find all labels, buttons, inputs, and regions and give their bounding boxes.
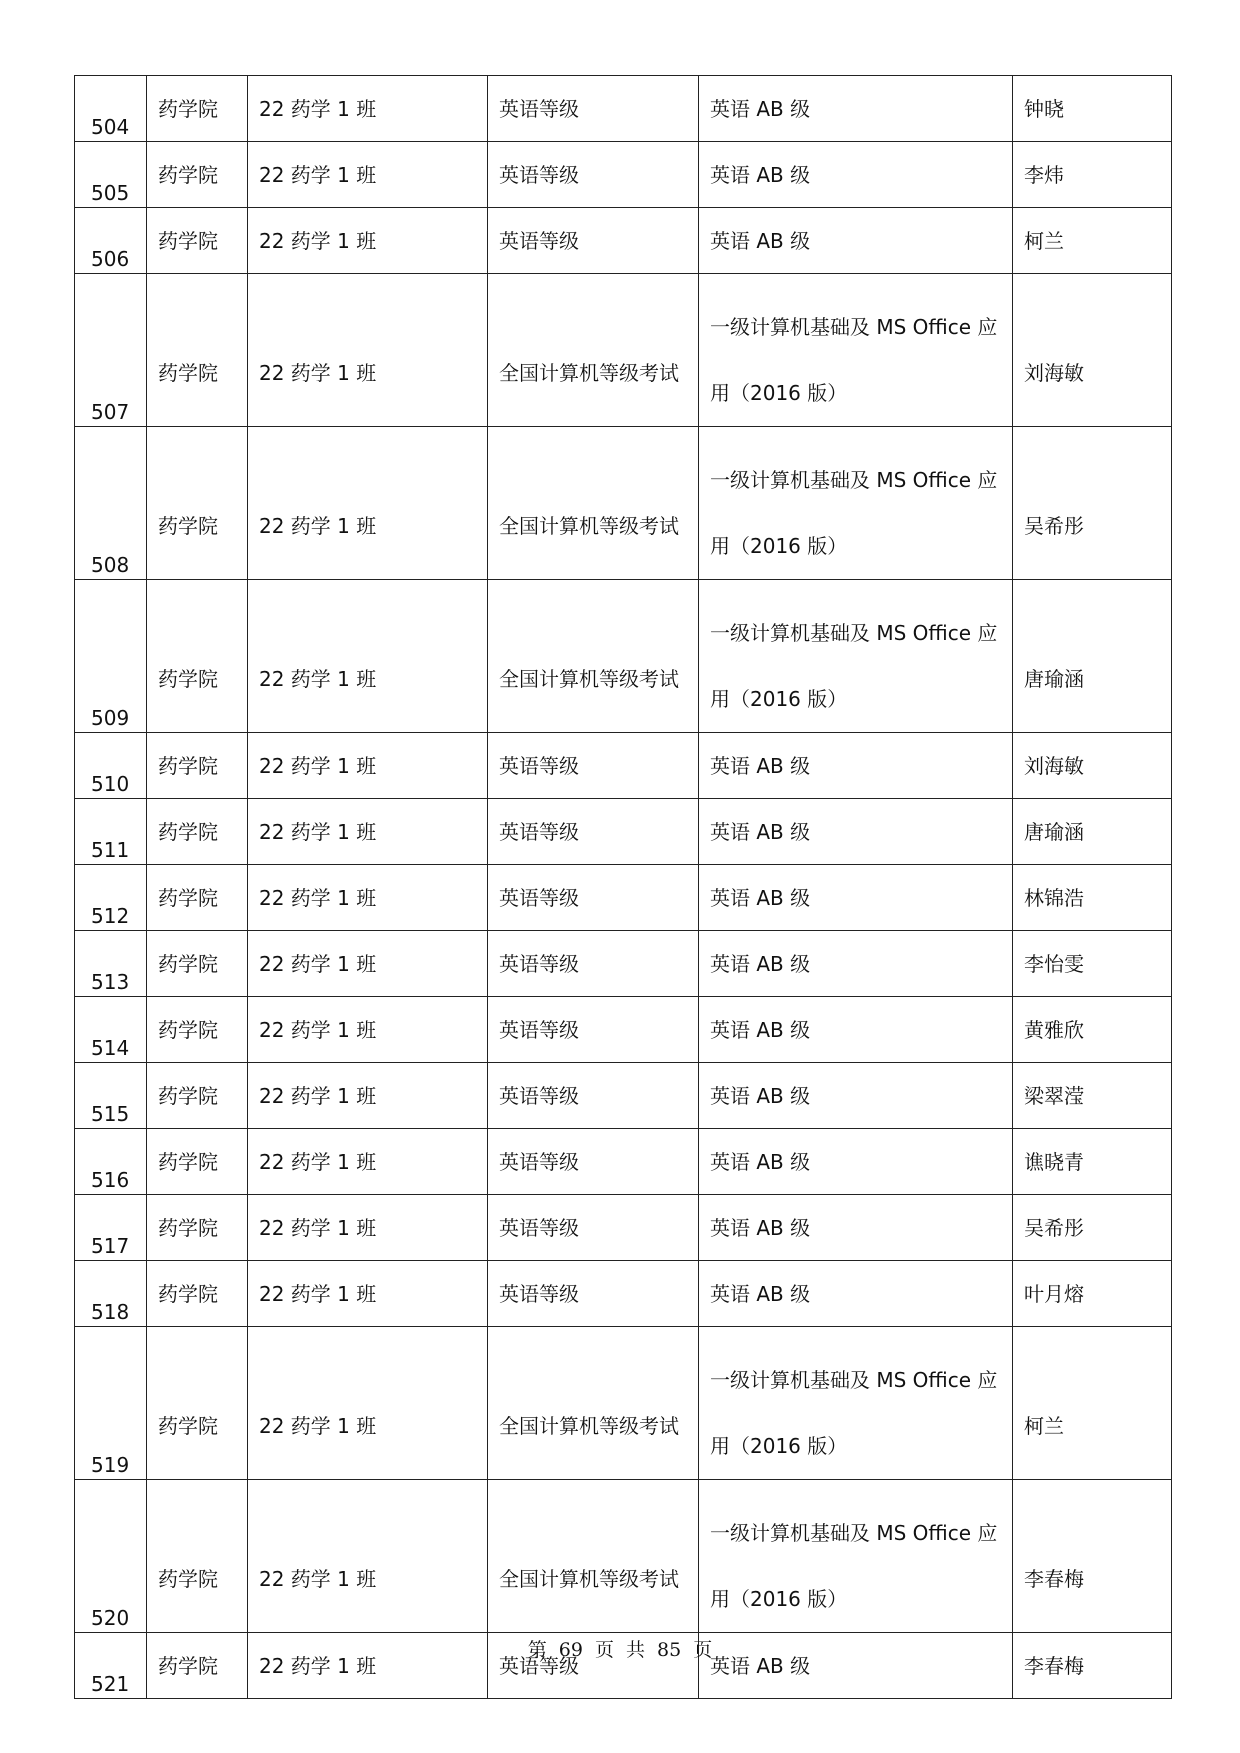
class-cell: 22 药学 1 班 <box>248 427 488 580</box>
exam-level-cell: 英语 AB 级 <box>699 76 1013 142</box>
row-number-cell: 507 <box>75 274 147 427</box>
exam-level-cell: 英语 AB 级 <box>699 1063 1013 1129</box>
exam-type-cell: 英语等级 <box>488 1063 699 1129</box>
exam-type-cell: 英语等级 <box>488 997 699 1063</box>
table-row <box>75 1261 1172 1327</box>
exam-type-cell: 英语等级 <box>488 1129 699 1195</box>
student-name-cell: 柯兰 <box>1013 208 1172 274</box>
class-cell: 22 药学 1 班 <box>248 1633 488 1699</box>
row-number-cell: 508 <box>75 427 147 580</box>
class-cell: 22 药学 1 班 <box>248 142 488 208</box>
student-name-cell: 刘海敏 <box>1013 274 1172 427</box>
exam-type-cell: 全国计算机等级考试 <box>488 274 699 427</box>
class-cell: 22 药学 1 班 <box>248 865 488 931</box>
table-row <box>75 580 1172 733</box>
table-row <box>75 733 1172 799</box>
class-cell: 22 药学 1 班 <box>248 1261 488 1327</box>
college-cell: 药学院 <box>147 1480 248 1633</box>
class-cell: 22 药学 1 班 <box>248 208 488 274</box>
exam-type-cell: 英语等级 <box>488 142 699 208</box>
exam-level-cell: 英语 AB 级 <box>699 997 1013 1063</box>
row-number-cell: 521 <box>75 1633 147 1699</box>
table-row <box>75 274 1172 427</box>
exam-type-cell: 英语等级 <box>488 1633 699 1699</box>
student-name-cell: 唐瑜涵 <box>1013 580 1172 733</box>
college-cell: 药学院 <box>147 142 248 208</box>
row-number-cell: 520 <box>75 1480 147 1633</box>
exam-level-cell: 一级计算机基础及 MS Office 应用（2016 版） <box>699 580 1013 733</box>
exam-level-cell: 一级计算机基础及 MS Office 应用（2016 版） <box>699 427 1013 580</box>
student-name-cell: 李炜 <box>1013 142 1172 208</box>
college-cell: 药学院 <box>147 1327 248 1480</box>
class-cell: 22 药学 1 班 <box>248 274 488 427</box>
row-number-cell: 513 <box>75 931 147 997</box>
exam-type-cell: 全国计算机等级考试 <box>488 1480 699 1633</box>
exam-level-cell: 英语 AB 级 <box>699 208 1013 274</box>
exam-type-cell: 英语等级 <box>488 76 699 142</box>
exam-level-cell: 一级计算机基础及 MS Office 应用（2016 版） <box>699 1480 1013 1633</box>
student-name-cell: 刘海敏 <box>1013 733 1172 799</box>
student-name-cell: 李春梅 <box>1013 1633 1172 1699</box>
table-row <box>75 1480 1172 1633</box>
table-row <box>75 799 1172 865</box>
exam-level-cell: 英语 AB 级 <box>699 865 1013 931</box>
row-number-cell: 505 <box>75 142 147 208</box>
exam-level-cell: 英语 AB 级 <box>699 1129 1013 1195</box>
college-cell: 药学院 <box>147 76 248 142</box>
college-cell: 药学院 <box>147 1195 248 1261</box>
exam-type-cell: 英语等级 <box>488 1195 699 1261</box>
student-name-cell: 李怡雯 <box>1013 931 1172 997</box>
student-name-cell: 叶月熔 <box>1013 1261 1172 1327</box>
class-cell: 22 药学 1 班 <box>248 733 488 799</box>
row-number-cell: 511 <box>75 799 147 865</box>
student-name-cell: 唐瑜涵 <box>1013 799 1172 865</box>
college-cell: 药学院 <box>147 427 248 580</box>
class-cell: 22 药学 1 班 <box>248 1129 488 1195</box>
class-cell: 22 药学 1 班 <box>248 1327 488 1480</box>
table-row <box>75 1195 1172 1261</box>
exam-type-cell: 英语等级 <box>488 865 699 931</box>
exam-type-cell: 英语等级 <box>488 1261 699 1327</box>
table-row <box>75 1063 1172 1129</box>
class-cell: 22 药学 1 班 <box>248 1195 488 1261</box>
row-number-cell: 516 <box>75 1129 147 1195</box>
exam-type-cell: 英语等级 <box>488 733 699 799</box>
row-number-cell: 510 <box>75 733 147 799</box>
student-name-cell: 黄雅欣 <box>1013 997 1172 1063</box>
student-name-cell: 钟晓 <box>1013 76 1172 142</box>
exam-type-cell: 英语等级 <box>488 799 699 865</box>
row-number-cell: 512 <box>75 865 147 931</box>
class-cell: 22 药学 1 班 <box>248 580 488 733</box>
student-name-cell: 吴希彤 <box>1013 427 1172 580</box>
row-number-cell: 518 <box>75 1261 147 1327</box>
college-cell: 药学院 <box>147 865 248 931</box>
college-cell: 药学院 <box>147 1633 248 1699</box>
exam-level-cell: 英语 AB 级 <box>699 1195 1013 1261</box>
college-cell: 药学院 <box>147 1261 248 1327</box>
exam-level-cell: 英语 AB 级 <box>699 799 1013 865</box>
table-row <box>75 142 1172 208</box>
college-cell: 药学院 <box>147 1129 248 1195</box>
class-cell: 22 药学 1 班 <box>248 799 488 865</box>
exam-level-cell: 英语 AB 级 <box>699 1633 1013 1699</box>
table-row <box>75 865 1172 931</box>
class-cell: 22 药学 1 班 <box>248 76 488 142</box>
table-row <box>75 208 1172 274</box>
college-cell: 药学院 <box>147 733 248 799</box>
row-number-cell: 509 <box>75 580 147 733</box>
exam-type-cell: 英语等级 <box>488 208 699 274</box>
college-cell: 药学院 <box>147 208 248 274</box>
exam-level-cell: 一级计算机基础及 MS Office 应用（2016 版） <box>699 1327 1013 1480</box>
exam-level-cell: 英语 AB 级 <box>699 142 1013 208</box>
exam-type-cell: 全国计算机等级考试 <box>488 427 699 580</box>
exam-type-cell: 英语等级 <box>488 931 699 997</box>
college-cell: 药学院 <box>147 931 248 997</box>
student-name-cell: 谯晓青 <box>1013 1129 1172 1195</box>
table-row <box>75 997 1172 1063</box>
row-number-cell: 506 <box>75 208 147 274</box>
exam-level-cell: 英语 AB 级 <box>699 733 1013 799</box>
table-row <box>75 427 1172 580</box>
table-row <box>75 931 1172 997</box>
student-name-cell: 林锦浩 <box>1013 865 1172 931</box>
row-number-cell: 504 <box>75 76 147 142</box>
row-number-cell: 517 <box>75 1195 147 1261</box>
table-body <box>75 76 1172 1699</box>
page-footer: 第 69 页 共 85 页 <box>527 1639 713 1661</box>
table-row <box>75 76 1172 142</box>
college-cell: 药学院 <box>147 799 248 865</box>
student-name-cell: 李春梅 <box>1013 1480 1172 1633</box>
class-cell: 22 药学 1 班 <box>248 931 488 997</box>
row-number-cell: 514 <box>75 997 147 1063</box>
student-name-cell: 吴希彤 <box>1013 1195 1172 1261</box>
exam-level-cell: 一级计算机基础及 MS Office 应用（2016 版） <box>699 274 1013 427</box>
class-cell: 22 药学 1 班 <box>248 1480 488 1633</box>
exam-level-cell: 英语 AB 级 <box>699 1261 1013 1327</box>
exam-type-cell: 全国计算机等级考试 <box>488 1327 699 1480</box>
exam-type-cell: 全国计算机等级考试 <box>488 580 699 733</box>
class-cell: 22 药学 1 班 <box>248 997 488 1063</box>
student-name-cell: 柯兰 <box>1013 1327 1172 1480</box>
student-name-cell: 梁翠滢 <box>1013 1063 1172 1129</box>
row-number-cell: 519 <box>75 1327 147 1480</box>
class-cell: 22 药学 1 班 <box>248 1063 488 1129</box>
college-cell: 药学院 <box>147 1063 248 1129</box>
row-number-cell: 515 <box>75 1063 147 1129</box>
table-row <box>75 1129 1172 1195</box>
college-cell: 药学院 <box>147 274 248 427</box>
exam-level-cell: 英语 AB 级 <box>699 931 1013 997</box>
college-cell: 药学院 <box>147 997 248 1063</box>
table-row <box>75 1327 1172 1480</box>
registration-table <box>74 75 1172 1699</box>
college-cell: 药学院 <box>147 580 248 733</box>
